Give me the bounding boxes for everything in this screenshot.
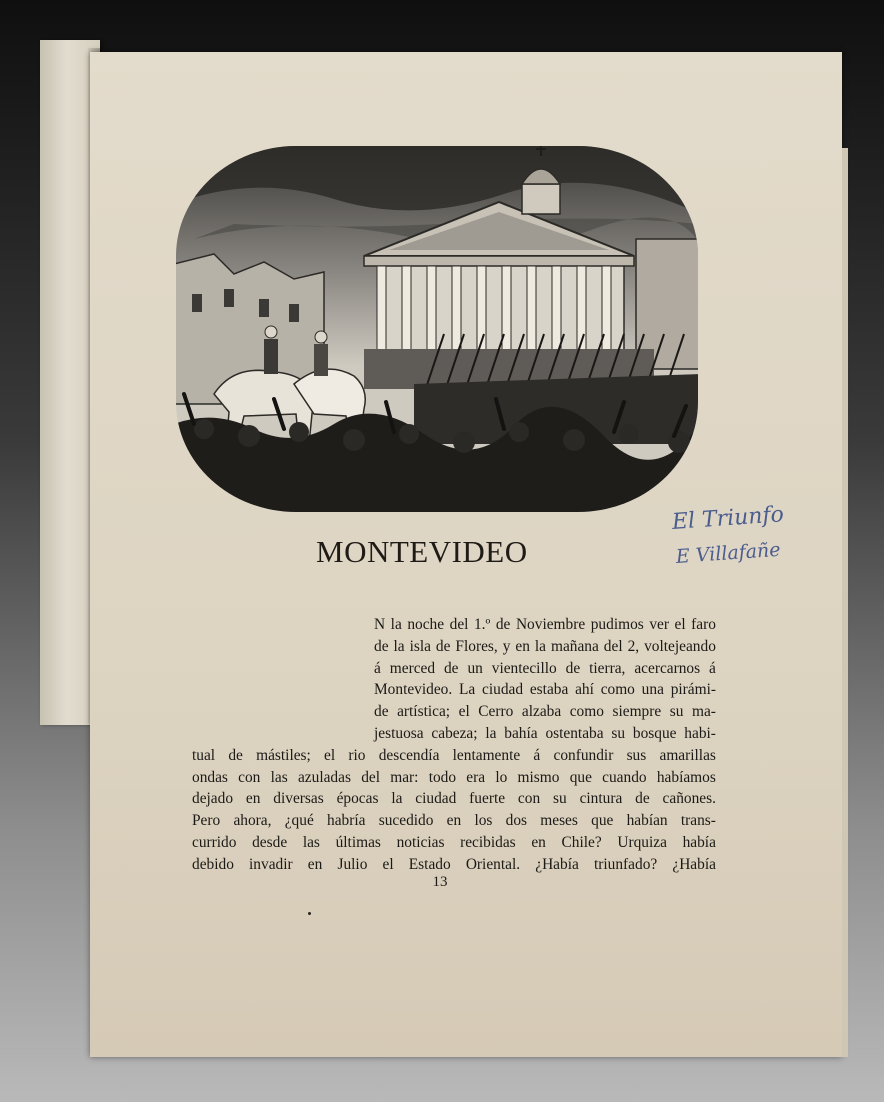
word: trans- xyxy=(680,812,716,830)
word: su xyxy=(669,703,684,721)
word: isla xyxy=(409,637,431,655)
word: ver xyxy=(649,616,669,633)
word: habi- xyxy=(684,724,716,742)
word: ¿Había xyxy=(672,855,716,873)
handwritten-note-line-2: E Villafañe xyxy=(675,538,782,568)
word: el xyxy=(382,855,394,873)
word: Pero xyxy=(192,812,221,830)
word: Cerro xyxy=(478,703,514,721)
word: jestuosa xyxy=(374,724,424,742)
word: triunfado? xyxy=(593,855,658,873)
text-line xyxy=(192,767,716,789)
word: ahí xyxy=(575,681,594,699)
word: como xyxy=(600,681,635,699)
page-edge xyxy=(842,148,848,1057)
word: cintura xyxy=(579,790,623,808)
word: confundir xyxy=(553,746,614,764)
word: pudimos xyxy=(590,616,644,633)
word: con xyxy=(238,768,261,786)
word: debido xyxy=(192,855,234,873)
word: de xyxy=(228,746,243,764)
word: desde xyxy=(252,833,288,851)
word: cuando xyxy=(602,768,647,786)
word: cañones. xyxy=(662,790,716,808)
word: que xyxy=(569,768,592,786)
text-line xyxy=(374,658,716,680)
word: acercarnos xyxy=(634,659,701,677)
word: del xyxy=(603,637,623,655)
word: de xyxy=(495,616,511,633)
word: Julio xyxy=(337,855,368,873)
word: fuerte xyxy=(469,790,506,808)
text-line xyxy=(192,745,716,767)
word: un xyxy=(467,659,483,677)
word: las xyxy=(302,833,320,851)
word: Oriental. xyxy=(465,855,521,873)
word: lentamente xyxy=(452,746,521,764)
word: habían xyxy=(626,812,668,830)
word: Urquiza xyxy=(617,833,667,851)
word: la xyxy=(391,790,403,808)
word: últimas xyxy=(335,833,381,851)
word: como xyxy=(569,703,604,721)
word: faro xyxy=(691,616,716,633)
page-number: 13 xyxy=(432,874,448,890)
word: mástiles; xyxy=(256,746,311,764)
word: currido xyxy=(192,833,237,851)
word: el xyxy=(674,616,686,633)
word: Noviembre xyxy=(515,616,586,633)
word: recibidas xyxy=(460,833,516,851)
word: Flores, xyxy=(455,637,498,655)
word: dejado xyxy=(192,790,234,808)
word: noticias xyxy=(396,833,445,851)
word: 1.º xyxy=(473,616,491,633)
illustration-parade-cathedral xyxy=(174,144,700,514)
word: la xyxy=(393,637,405,655)
word: y xyxy=(502,637,511,655)
word: el xyxy=(458,703,470,721)
ink-speck xyxy=(308,912,311,915)
word: de xyxy=(435,637,451,655)
word: artística; xyxy=(397,703,451,721)
word: ondas xyxy=(192,768,228,786)
text-line xyxy=(374,636,716,658)
word: La xyxy=(459,681,476,699)
text-line xyxy=(374,701,716,723)
word: el xyxy=(324,746,336,764)
word: del xyxy=(449,616,469,633)
word: con xyxy=(517,790,541,808)
word: épocas xyxy=(336,790,379,808)
body-text xyxy=(192,614,716,876)
word: de xyxy=(374,637,389,655)
word: sucedido xyxy=(378,812,434,830)
word: tual xyxy=(192,746,216,764)
word: Montevideo. xyxy=(374,681,453,699)
word: mar: xyxy=(390,768,419,786)
word: Estado xyxy=(408,855,451,873)
word: ciudad xyxy=(482,681,524,699)
illustration-drawing xyxy=(174,144,700,514)
book xyxy=(40,38,846,1066)
word: en xyxy=(531,833,546,851)
word: noche xyxy=(407,616,445,633)
text-line xyxy=(192,832,716,854)
word: las xyxy=(270,768,288,786)
word: en xyxy=(307,855,323,873)
word: 2, xyxy=(627,637,640,655)
chapter-title: MONTEVIDEO xyxy=(316,534,528,569)
word: dos xyxy=(505,812,528,830)
word: á xyxy=(374,659,381,677)
handwritten-note-line-1: El Triunfo xyxy=(671,502,785,535)
word: había xyxy=(682,833,716,851)
word: Chile? xyxy=(561,833,602,851)
word: la xyxy=(534,637,546,655)
word: siempre xyxy=(612,703,662,721)
word: habría xyxy=(327,812,366,830)
word: habíamos xyxy=(656,768,716,786)
book-page xyxy=(90,52,842,1057)
word: de xyxy=(565,659,581,677)
word: era xyxy=(466,768,486,786)
word: invadir xyxy=(249,855,293,873)
word: á xyxy=(709,659,716,677)
text-line xyxy=(192,854,716,876)
word: de xyxy=(635,790,650,808)
word: alzaba xyxy=(521,703,562,721)
text-line xyxy=(374,614,716,636)
word: cabeza; xyxy=(431,724,478,742)
word: ahora, xyxy=(233,812,272,830)
text-line xyxy=(192,788,716,810)
text-line xyxy=(374,723,716,745)
word: diversas xyxy=(273,790,324,808)
word: bosque xyxy=(632,724,677,742)
word: todo xyxy=(428,768,457,786)
word: amarillas xyxy=(659,746,716,764)
word: bahía xyxy=(504,724,538,742)
text-line xyxy=(192,810,716,832)
word: rio xyxy=(348,746,366,764)
word: tierra, xyxy=(589,659,626,677)
word: descendía xyxy=(378,746,440,764)
word: ¿qué xyxy=(284,812,314,830)
word: azuladas xyxy=(297,768,351,786)
word: en xyxy=(245,790,261,808)
word: del xyxy=(361,768,380,786)
word: merced xyxy=(389,659,436,677)
word: N xyxy=(374,616,386,633)
text-line xyxy=(374,679,716,701)
word: una xyxy=(641,681,664,699)
word: los xyxy=(474,812,493,830)
word: de xyxy=(443,659,459,677)
word: ciudad xyxy=(415,790,457,808)
word: mañana xyxy=(550,637,599,655)
word: su xyxy=(611,724,626,742)
word: ma- xyxy=(691,703,716,721)
word: meses xyxy=(540,812,578,830)
word: voltejeando xyxy=(644,637,716,655)
word: sus xyxy=(626,746,647,764)
word: vientecillo xyxy=(491,659,557,677)
word: pirámi- xyxy=(670,681,716,699)
word: ¿Había xyxy=(535,855,579,873)
word: lo xyxy=(495,768,508,786)
word: su xyxy=(553,790,567,808)
word: mismo xyxy=(517,768,560,786)
word: ostentaba xyxy=(545,724,604,742)
word: de xyxy=(374,703,389,721)
word: la xyxy=(485,724,497,742)
word: estaba xyxy=(529,681,569,699)
word: la xyxy=(390,616,402,633)
word: á xyxy=(533,746,541,764)
word: en xyxy=(446,812,462,830)
word: que xyxy=(591,812,614,830)
word: en xyxy=(515,637,530,655)
